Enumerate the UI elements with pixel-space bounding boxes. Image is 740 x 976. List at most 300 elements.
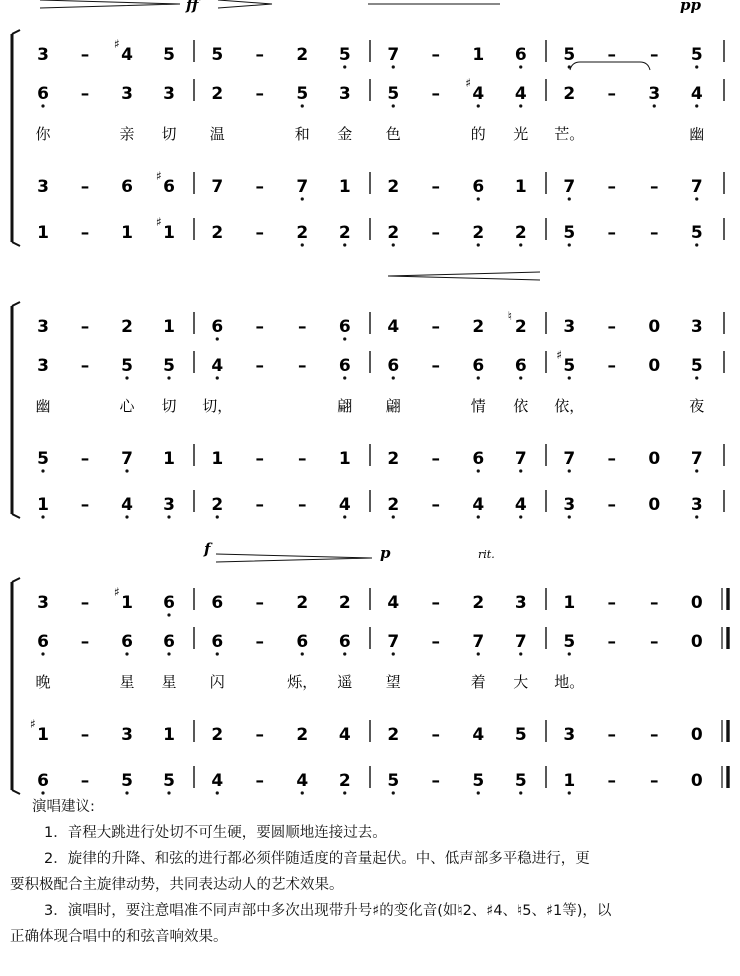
dash-note: –	[650, 725, 659, 745]
jianpu-note: 2	[296, 223, 309, 243]
dash-note: –	[650, 177, 659, 197]
lyric-syllable: 地。	[554, 673, 585, 691]
octave-dot	[519, 243, 522, 246]
jianpu-note: 6	[338, 632, 351, 652]
lyric-syllable: 闪	[209, 673, 225, 691]
dash-note: –	[255, 356, 264, 376]
lyric-syllable: 切，	[202, 397, 233, 415]
notes-item-2: 2．旋律的升降、和弦的进行都必须伴随适度的音量起伏。中、低声部多平稳进行，更	[44, 851, 590, 867]
octave-dot	[392, 652, 395, 655]
jianpu-note: 2	[387, 223, 400, 243]
decrescendo-hairpin	[218, 0, 272, 8]
dash-note: –	[431, 449, 440, 469]
jianpu-note: 5	[338, 45, 351, 65]
octave-dot	[695, 197, 698, 200]
jianpu-note: 6	[37, 632, 49, 652]
jianpu-note: 6	[37, 84, 49, 104]
lyric-syllable: 的	[470, 125, 486, 143]
jianpu-note: 2	[211, 495, 224, 515]
lyric-syllable: 星	[119, 673, 135, 691]
jianpu-note: 3	[690, 495, 703, 515]
jianpu-note: 2	[387, 725, 400, 745]
lyric-syllable: 情	[470, 397, 486, 415]
lyric-syllable: 夜	[689, 397, 705, 415]
octave-dot	[695, 243, 698, 246]
accidental-sign: ♮	[507, 309, 513, 323]
jianpu-note: 3	[37, 356, 49, 376]
jianpu-note: 5	[296, 84, 309, 104]
dash-note: –	[255, 84, 264, 104]
dash-note: –	[255, 223, 264, 243]
dash-note: –	[607, 84, 616, 104]
jianpu-note: 4	[296, 771, 309, 791]
jianpu-note: 2	[472, 593, 485, 613]
jianpu-note: 5	[563, 632, 576, 652]
jianpu-note: 6	[163, 632, 175, 652]
octave-dot	[343, 337, 346, 340]
dash-note: –	[607, 223, 616, 243]
jianpu-note: 1	[338, 177, 351, 197]
jianpu-note: 7	[690, 449, 703, 469]
jianpu-note: 7	[296, 177, 309, 197]
octave-dot	[41, 515, 44, 518]
dash-note: –	[431, 45, 440, 65]
dash-note: –	[80, 223, 90, 243]
lyric-syllable: 大	[513, 673, 529, 691]
dash-note: –	[607, 495, 616, 515]
jianpu-note: 7	[211, 177, 224, 197]
jianpu-note: 5	[563, 45, 576, 65]
jianpu-note: 1	[514, 177, 527, 197]
jianpu-note: 5	[121, 356, 133, 376]
jianpu-note: 7	[472, 632, 485, 652]
octave-dot	[343, 652, 346, 655]
jianpu-note: 3	[690, 317, 703, 337]
octave-dot	[568, 469, 571, 472]
lyric-syllable: 芒。	[554, 125, 585, 143]
octave-dot	[519, 104, 522, 107]
jianpu-note: 1	[121, 223, 133, 243]
octave-dot	[343, 515, 346, 518]
octave-dot	[568, 65, 571, 68]
accidental-sign: ♯	[556, 348, 563, 362]
octave-dot	[125, 469, 128, 472]
jianpu-note: 2	[211, 84, 224, 104]
jianpu-note: 6	[514, 356, 527, 376]
notes-item-3: 3．演唱时，要注意唱准不同声部中多次出现带升号♯的变化音(如♮2、♯4、♮5、♯1等)，以	[44, 903, 612, 919]
crescendo-hairpin	[40, 0, 180, 8]
jianpu-note: 7	[121, 449, 133, 469]
lyric-syllable: 幽	[35, 397, 51, 415]
lyric-syllable: 星	[161, 673, 177, 691]
jianpu-note: 4	[472, 84, 485, 104]
dash-note: –	[607, 177, 616, 197]
jianpu-note: 6	[387, 356, 400, 376]
jianpu-note: 4	[514, 84, 527, 104]
jianpu-note: 7	[387, 632, 400, 652]
jianpu-note: 2	[211, 725, 224, 745]
jianpu-note: 3	[563, 495, 576, 515]
jianpu-note: 2	[338, 223, 351, 243]
octave-dot	[392, 65, 395, 68]
jianpu-note: 5	[163, 45, 175, 65]
octave-dot	[477, 104, 480, 107]
jianpu-note: 5	[690, 356, 703, 376]
octave-dot	[477, 376, 480, 379]
notes-title: 演唱建议:	[32, 799, 95, 815]
lyric-syllable: 幽	[689, 125, 705, 143]
lyric-syllable: 烁，	[287, 673, 318, 691]
lyric-syllable: 翩	[385, 397, 401, 415]
jianpu-note: 4	[514, 495, 527, 515]
dash-note: –	[607, 725, 616, 745]
jianpu-note: 3	[563, 317, 576, 337]
octave-dot	[343, 65, 346, 68]
octave-dot	[695, 65, 698, 68]
notes-item-2-cont: 要积极配合主旋律动势，共同表达动人的艺术效果。	[10, 877, 344, 893]
jianpu-note: 6	[211, 317, 224, 337]
notes-item-3-cont: 正确体现合唱中的和弦音响效果。	[10, 929, 228, 945]
dash-note: –	[298, 356, 307, 376]
dash-note: –	[255, 771, 264, 791]
jianpu-note: 5	[563, 356, 576, 376]
jianpu-note: 0	[648, 317, 661, 337]
accidental-sign: ♯	[156, 215, 162, 229]
tempo-mark: rit.	[478, 548, 495, 561]
jianpu-note: 0	[690, 632, 703, 652]
octave-dot	[41, 469, 44, 472]
dash-note: –	[80, 725, 90, 745]
dash-note: –	[650, 223, 659, 243]
octave-dot	[477, 515, 480, 518]
octave-dot	[167, 613, 170, 616]
octave-dot	[477, 197, 480, 200]
octave-dot	[568, 197, 571, 200]
dash-note: –	[80, 45, 90, 65]
dash-note: –	[431, 356, 440, 376]
jianpu-note: 1	[338, 449, 351, 469]
jianpu-note: 6	[37, 771, 49, 791]
jianpu-note: 3	[648, 84, 661, 104]
octave-dot	[519, 652, 522, 655]
jianpu-note: 7	[690, 177, 703, 197]
octave-dot	[301, 652, 304, 655]
jianpu-note: 7	[387, 45, 400, 65]
notes-item-1: 1．音程大跳进行处切不可生硬，要圆顺地连接过去。	[44, 825, 387, 841]
dash-note: –	[255, 317, 264, 337]
dash-note: –	[255, 495, 264, 515]
jianpu-note: 2	[211, 223, 224, 243]
lyric-syllable: 晚	[35, 673, 51, 691]
octave-dot	[125, 652, 128, 655]
dash-note: –	[80, 317, 90, 337]
jianpu-note: 4	[387, 593, 400, 613]
jianpu-note: 6	[472, 449, 485, 469]
octave-dot	[392, 515, 395, 518]
lyric-syllable: 和	[294, 125, 310, 143]
lyric-syllable: 你	[35, 125, 51, 143]
crescendo-hairpin	[388, 272, 540, 280]
jianpu-note: 2	[514, 223, 527, 243]
jianpu-note: 3	[37, 45, 49, 65]
octave-dot	[41, 652, 44, 655]
octave-dot	[695, 469, 698, 472]
jianpu-note: 5	[121, 771, 133, 791]
jianpu-note: 4	[211, 356, 224, 376]
octave-dot	[519, 376, 522, 379]
dash-note: –	[607, 45, 616, 65]
jianpu-note: 7	[563, 449, 576, 469]
jianpu-note: 1	[37, 223, 49, 243]
dash-note: –	[650, 632, 659, 652]
octave-dot	[301, 104, 304, 107]
dash-note: –	[80, 356, 90, 376]
octave-dot	[216, 376, 219, 379]
jianpu-note: 5	[37, 449, 49, 469]
dash-note: –	[607, 317, 616, 337]
jianpu-note: 0	[690, 593, 703, 613]
jianpu-note: 0	[690, 725, 703, 745]
dash-note: –	[607, 449, 616, 469]
jianpu-note: 5	[690, 45, 703, 65]
accidental-sign: ♯	[114, 585, 120, 599]
dash-note: –	[431, 725, 440, 745]
lyric-syllable: 亲	[119, 125, 135, 143]
octave-dot	[477, 243, 480, 246]
dash-note: –	[255, 45, 264, 65]
accidental-sign: ♯	[114, 37, 120, 51]
jianpu-note: 6	[472, 356, 485, 376]
dynamic-mark: pp	[680, 0, 701, 14]
octave-dot	[695, 376, 698, 379]
jianpu-note: 5	[163, 356, 175, 376]
jianpu-note: 4	[690, 84, 703, 104]
jianpu-note: 6	[472, 177, 485, 197]
lyric-syllable: 翩	[337, 397, 353, 415]
jianpu-note: 5	[514, 725, 527, 745]
jianpu-note: 6	[514, 45, 527, 65]
dash-note: –	[431, 771, 440, 791]
octave-dot	[216, 337, 219, 340]
jianpu-note: 4	[121, 45, 133, 65]
jianpu-note: 2	[514, 317, 527, 337]
lyric-syllable: 依，	[554, 397, 585, 415]
jianpu-note: 3	[121, 84, 133, 104]
jianpu-note: 1	[163, 725, 175, 745]
decrescendo-hairpin	[216, 554, 372, 562]
jianpu-note: 3	[121, 725, 133, 745]
jianpu-note: 1	[563, 593, 576, 613]
jianpu-note: 5	[514, 771, 527, 791]
jianpu-note: 2	[296, 725, 309, 745]
dash-note: –	[80, 84, 90, 104]
octave-dot	[519, 469, 522, 472]
jianpu-note: 6	[121, 632, 133, 652]
dash-note: –	[80, 449, 90, 469]
jianpu-note: 2	[387, 449, 400, 469]
octave-dot	[392, 376, 395, 379]
jianpu-note: 5	[163, 771, 175, 791]
dash-note: –	[650, 45, 659, 65]
dash-note: –	[80, 177, 90, 197]
dash-note: –	[255, 593, 264, 613]
jianpu-note: 1	[37, 725, 49, 745]
jianpu-note: 6	[163, 593, 175, 613]
jianpu-note: 6	[296, 632, 309, 652]
jianpu-note: 7	[563, 177, 576, 197]
dash-note: –	[607, 632, 616, 652]
jianpu-note: 2	[563, 84, 576, 104]
octave-dot	[216, 652, 219, 655]
jianpu-note: 0	[648, 495, 661, 515]
accidental-sign: ♯	[156, 169, 162, 183]
dash-note: –	[431, 317, 440, 337]
jianpu-note: 1	[163, 317, 175, 337]
jianpu-note: 3	[338, 84, 351, 104]
jianpu-note: 7	[514, 632, 527, 652]
jianpu-note: 7	[514, 449, 527, 469]
octave-dot	[695, 104, 698, 107]
jianpu-note: 4	[338, 495, 351, 515]
lyric-syllable: 色	[385, 125, 401, 143]
jianpu-note: 5	[211, 45, 224, 65]
dash-note: –	[255, 177, 264, 197]
octave-dot	[343, 243, 346, 246]
jianpu-note: 6	[211, 593, 224, 613]
octave-dot	[477, 652, 480, 655]
jianpu-note: 5	[472, 771, 485, 791]
jianpu-note: 0	[690, 771, 703, 791]
dash-note: –	[80, 771, 90, 791]
jianpu-note: 4	[121, 495, 133, 515]
accidental-sign: ♯	[465, 76, 472, 90]
lyric-syllable: 金	[337, 125, 353, 143]
octave-dot	[695, 515, 698, 518]
lyric-syllable: 着	[470, 673, 486, 691]
dash-note: –	[80, 593, 90, 613]
jianpu-note: 2	[387, 177, 400, 197]
jianpu-note: 1	[163, 223, 175, 243]
dash-note: –	[80, 495, 90, 515]
dash-note: –	[255, 632, 264, 652]
jianpu-note: 1	[121, 593, 133, 613]
octave-dot	[41, 104, 44, 107]
dash-note: –	[431, 177, 440, 197]
jianpu-note: 0	[648, 356, 661, 376]
dash-note: –	[431, 84, 440, 104]
octave-dot	[167, 376, 170, 379]
octave-dot	[519, 515, 522, 518]
jianpu-note: 3	[514, 593, 527, 613]
jianpu-note: 6	[338, 356, 351, 376]
jianpu-note: 3	[37, 593, 49, 613]
jianpu-note: 4	[387, 317, 400, 337]
octave-dot	[568, 243, 571, 246]
octave-dot	[477, 469, 480, 472]
octave-dot	[216, 515, 219, 518]
jianpu-note: 1	[211, 449, 224, 469]
lyric-syllable: 切	[161, 125, 177, 143]
jianpu-note: 5	[690, 223, 703, 243]
octave-dot	[392, 243, 395, 246]
jianpu-note: 0	[648, 449, 661, 469]
lyric-syllable: 遥	[337, 673, 353, 691]
dash-note: –	[431, 593, 440, 613]
jianpu-note: 4	[472, 725, 485, 745]
octave-dot	[343, 376, 346, 379]
jianpu-note: 6	[211, 632, 224, 652]
lyric-syllable: 光	[513, 125, 529, 143]
jianpu-note: 2	[472, 223, 485, 243]
dash-note: –	[255, 725, 264, 745]
dash-note: –	[650, 593, 659, 613]
dash-note: –	[607, 771, 616, 791]
dash-note: –	[298, 495, 307, 515]
dash-note: –	[431, 223, 440, 243]
jianpu-note: 1	[472, 45, 485, 65]
octave-dot	[653, 104, 656, 107]
jianpu-note: 3	[37, 317, 49, 337]
jianpu-note: 2	[338, 593, 351, 613]
jianpu-note: 1	[163, 449, 175, 469]
dynamic-mark: f	[204, 540, 211, 558]
jianpu-note: 1	[37, 495, 49, 515]
dash-note: –	[298, 317, 307, 337]
octave-dot	[167, 515, 170, 518]
jianpu-note: 3	[163, 495, 175, 515]
jianpu-note: 3	[163, 84, 175, 104]
lyric-syllable: 望	[385, 673, 401, 691]
octave-dot	[301, 197, 304, 200]
jianpu-note: 4	[338, 725, 351, 745]
jianpu-note: 2	[121, 317, 133, 337]
dash-note: –	[431, 632, 440, 652]
jianpu-note: 6	[163, 177, 175, 197]
lyric-syllable: 心	[119, 397, 135, 415]
dynamic-mark: p	[380, 544, 391, 562]
performance-notes	[10, 794, 732, 950]
dash-note: –	[298, 449, 307, 469]
jianpu-note: 3	[563, 725, 576, 745]
octave-dot	[392, 104, 395, 107]
jianpu-note: 4	[472, 495, 485, 515]
jianpu-note: 6	[121, 177, 133, 197]
octave-dot	[167, 652, 170, 655]
octave-dot	[568, 515, 571, 518]
octave-dot	[301, 243, 304, 246]
lyric-syllable: 切	[161, 397, 177, 415]
jianpu-note: 5	[387, 771, 400, 791]
dash-note: –	[255, 449, 264, 469]
dash-note: –	[80, 632, 90, 652]
lyric-syllable: 温	[209, 125, 225, 143]
dynamic-mark: ff	[186, 0, 199, 14]
jianpu-note: 2	[296, 593, 309, 613]
lyric-syllable: 依	[513, 397, 529, 415]
jianpu-note: 2	[338, 771, 351, 791]
octave-dot	[125, 376, 128, 379]
jianpu-note: 2	[387, 495, 400, 515]
dash-note: –	[650, 771, 659, 791]
jianpu-note: 6	[338, 317, 351, 337]
octave-dot	[568, 376, 571, 379]
octave-dot	[125, 515, 128, 518]
dash-note: –	[431, 495, 440, 515]
octave-dot	[519, 65, 522, 68]
jianpu-note: 2	[296, 45, 309, 65]
jianpu-note: 1	[563, 771, 576, 791]
jianpu-note: 5	[563, 223, 576, 243]
